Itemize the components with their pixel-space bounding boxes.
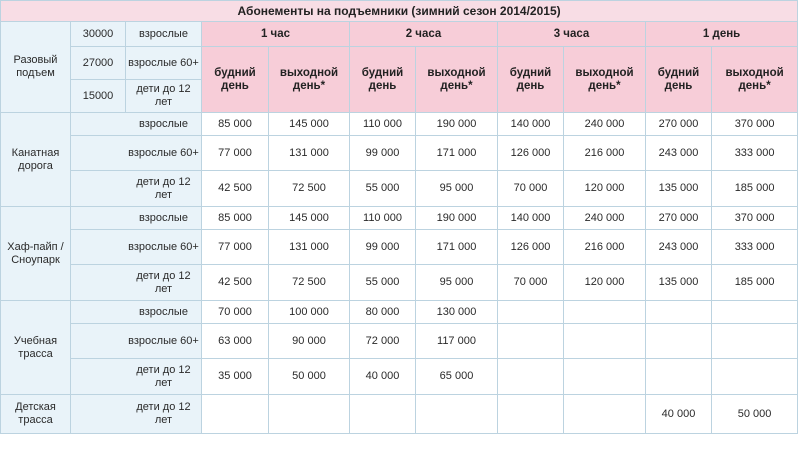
price-cell xyxy=(269,395,350,434)
price-cell xyxy=(498,359,564,395)
price-cell xyxy=(202,395,269,434)
day-type-header: выходной день* xyxy=(269,47,350,113)
day-type-header: выходной день* xyxy=(712,47,798,113)
table-row xyxy=(1,265,798,301)
price-cell: 77 000 xyxy=(202,230,269,265)
section-name: Детская трасса xyxy=(1,395,71,434)
price-cell: 145 000 xyxy=(269,113,350,136)
price-cell: 35 000 xyxy=(202,359,269,395)
price-cell xyxy=(564,395,646,434)
price-cell: 95 000 xyxy=(416,265,498,301)
title-row xyxy=(1,1,798,22)
price-cell: 243 000 xyxy=(646,230,712,265)
price-cell: 95 000 xyxy=(416,171,498,207)
price-cell: 171 000 xyxy=(416,230,498,265)
section-name: Хаф-пайп / Сноупарк xyxy=(1,207,71,301)
table-row xyxy=(1,324,798,359)
price-cell: 370 000 xyxy=(712,207,798,230)
day-type-header: будний день xyxy=(646,47,712,113)
duration-header: 3 часа xyxy=(498,22,646,47)
price-cell: 185 000 xyxy=(712,265,798,301)
price-cell: 40 000 xyxy=(646,395,712,434)
day-type-header: будний день xyxy=(350,47,416,113)
price-cell xyxy=(646,324,712,359)
price-cell: 85 000 xyxy=(202,207,269,230)
category-cell: взрослые xyxy=(71,207,202,230)
price-cell: 42 500 xyxy=(202,265,269,301)
day-type-header: будний день xyxy=(498,47,564,113)
price-cell: 240 000 xyxy=(564,113,646,136)
price-cell xyxy=(564,359,646,395)
day-type-header: будний день xyxy=(202,47,269,113)
duration-header: 2 часа xyxy=(350,22,498,47)
table-row xyxy=(1,207,798,230)
price-cell: 63 000 xyxy=(202,324,269,359)
category-cell: взрослые xyxy=(71,113,202,136)
price-cell: 126 000 xyxy=(498,230,564,265)
price-cell xyxy=(416,395,498,434)
price-cell: 80 000 xyxy=(350,301,416,324)
duration-header: 1 день xyxy=(646,22,798,47)
single-ride-label: Разовый подъем xyxy=(1,22,71,113)
table-row xyxy=(1,301,798,324)
price-cell: 70 000 xyxy=(202,301,269,324)
price-cell xyxy=(498,324,564,359)
table-row xyxy=(1,359,798,395)
price-cell xyxy=(712,301,798,324)
price-cell: 270 000 xyxy=(646,113,712,136)
single-ride-price: 30000 xyxy=(71,22,126,47)
single-ride-price: 15000 xyxy=(71,80,126,113)
table-row xyxy=(1,230,798,265)
price-cell xyxy=(564,324,646,359)
price-cell: 42 500 xyxy=(202,171,269,207)
table-title: Абонементы на подъемники (зимний сезон 2014/2015) xyxy=(1,1,798,22)
price-cell xyxy=(564,301,646,324)
price-cell: 185 000 xyxy=(712,171,798,207)
day-type-header: выходной день* xyxy=(416,47,498,113)
price-cell: 117 000 xyxy=(416,324,498,359)
price-cell: 70 000 xyxy=(498,265,564,301)
price-cell: 72 500 xyxy=(269,265,350,301)
price-cell: 333 000 xyxy=(712,136,798,171)
price-cell: 190 000 xyxy=(416,207,498,230)
table-row xyxy=(1,113,798,136)
price-cell xyxy=(712,324,798,359)
price-cell: 135 000 xyxy=(646,265,712,301)
price-cell: 110 000 xyxy=(350,207,416,230)
price-cell: 90 000 xyxy=(269,324,350,359)
price-cell: 333 000 xyxy=(712,230,798,265)
price-cell: 131 000 xyxy=(269,230,350,265)
price-cell xyxy=(498,301,564,324)
price-cell xyxy=(350,395,416,434)
price-cell: 99 000 xyxy=(350,230,416,265)
price-cell: 100 000 xyxy=(269,301,350,324)
price-cell: 216 000 xyxy=(564,230,646,265)
price-cell: 140 000 xyxy=(498,207,564,230)
price-cell: 171 000 xyxy=(416,136,498,171)
price-cell: 110 000 xyxy=(350,113,416,136)
price-cell: 99 000 xyxy=(350,136,416,171)
price-cell: 145 000 xyxy=(269,207,350,230)
price-cell: 55 000 xyxy=(350,265,416,301)
section-name: Учебная трасса xyxy=(1,301,71,395)
section-name: Канатная дорога xyxy=(1,113,71,207)
category-cell: дети до 12 лет xyxy=(71,171,202,207)
price-cell: 240 000 xyxy=(564,207,646,230)
price-cell: 243 000 xyxy=(646,136,712,171)
price-cell: 65 000 xyxy=(416,359,498,395)
single-ride-category: дети до 12 лет xyxy=(126,80,202,113)
price-cell xyxy=(646,301,712,324)
price-cell: 85 000 xyxy=(202,113,269,136)
price-cell: 370 000 xyxy=(712,113,798,136)
single-ride-category: взрослые xyxy=(126,22,202,47)
price-cell: 120 000 xyxy=(564,265,646,301)
price-cell: 77 000 xyxy=(202,136,269,171)
table-body xyxy=(1,1,798,434)
price-cell: 72 500 xyxy=(269,171,350,207)
single-ride-category: взрослые 60+ xyxy=(126,47,202,80)
price-cell: 131 000 xyxy=(269,136,350,171)
price-cell: 135 000 xyxy=(646,171,712,207)
price-cell: 216 000 xyxy=(564,136,646,171)
category-cell: взрослые 60+ xyxy=(71,324,202,359)
table-row xyxy=(1,136,798,171)
table-row xyxy=(1,171,798,207)
duration-header-row xyxy=(1,22,798,47)
price-cell xyxy=(712,359,798,395)
price-cell xyxy=(646,359,712,395)
price-cell: 50 000 xyxy=(712,395,798,434)
price-cell: 190 000 xyxy=(416,113,498,136)
category-cell: дети до 12 лет xyxy=(71,395,202,434)
price-cell: 55 000 xyxy=(350,171,416,207)
price-cell: 130 000 xyxy=(416,301,498,324)
category-cell: взрослые 60+ xyxy=(71,136,202,171)
category-cell: взрослые xyxy=(71,301,202,324)
price-cell: 72 000 xyxy=(350,324,416,359)
day-type-header: выходной день* xyxy=(564,47,646,113)
price-cell: 270 000 xyxy=(646,207,712,230)
price-cell: 120 000 xyxy=(564,171,646,207)
price-cell: 40 000 xyxy=(350,359,416,395)
price-cell: 140 000 xyxy=(498,113,564,136)
category-cell: дети до 12 лет xyxy=(71,359,202,395)
duration-header: 1 час xyxy=(202,22,350,47)
single-ride-price: 27000 xyxy=(71,47,126,80)
category-cell: дети до 12 лет xyxy=(71,265,202,301)
price-cell: 70 000 xyxy=(498,171,564,207)
category-cell: взрослые 60+ xyxy=(71,230,202,265)
price-cell: 126 000 xyxy=(498,136,564,171)
day-type-header-row xyxy=(1,47,798,80)
price-cell: 50 000 xyxy=(269,359,350,395)
table-row xyxy=(1,395,798,434)
price-cell xyxy=(498,395,564,434)
